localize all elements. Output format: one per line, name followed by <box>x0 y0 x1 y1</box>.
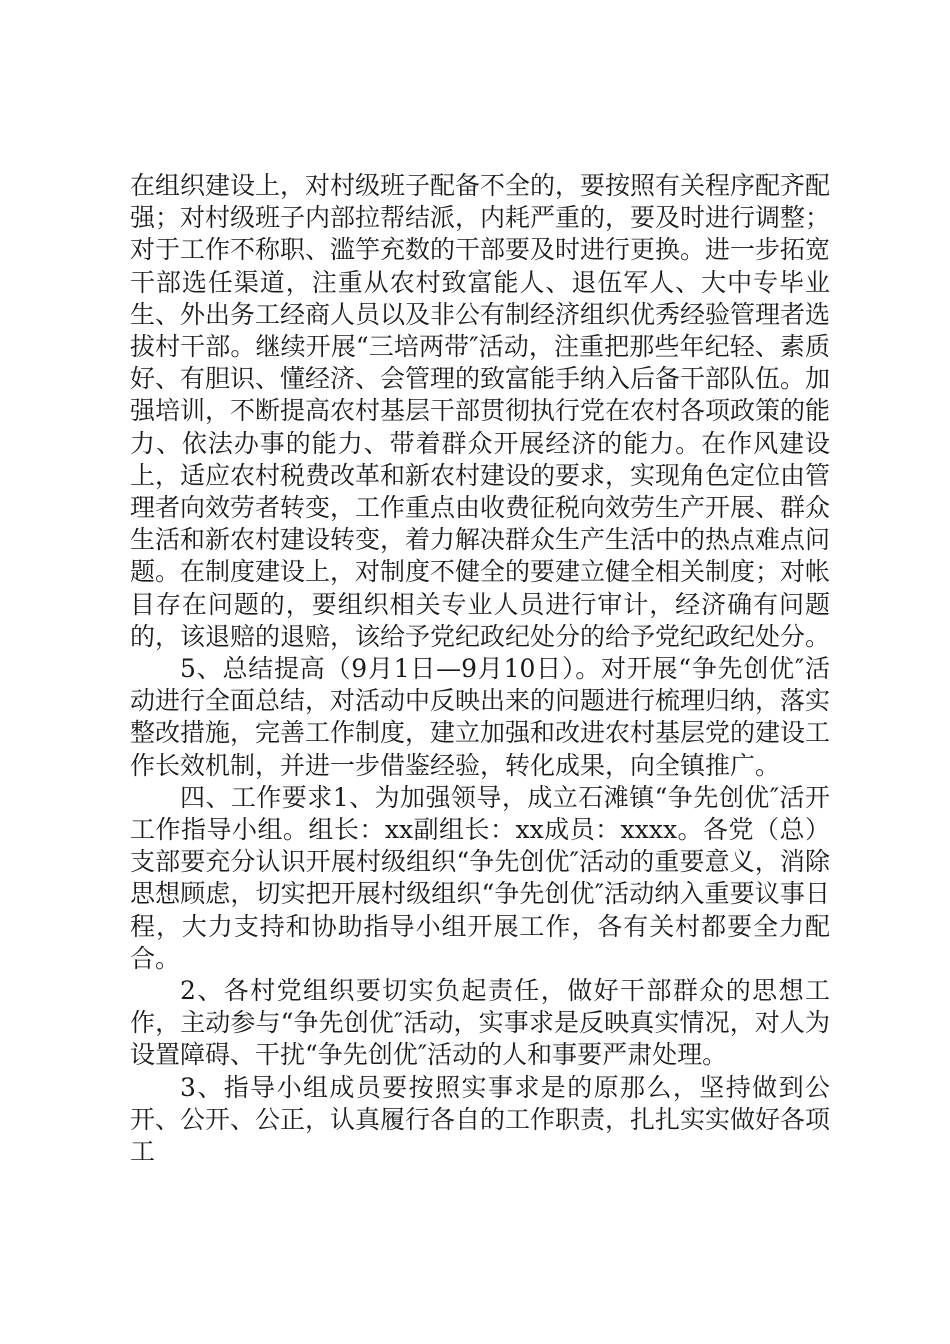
paragraph-guidance-group: 3、指导小组成员要按照实事求是的原那么，坚持做到公开、公开、公正，认真履行各自的工作职责，扎扎实实做好各项工 <box>130 1072 831 1167</box>
paragraph-summary-phase: 5、总结提高（9月1日—9月10日）。对开展“争先创优″活动进行全面总结，对活动中反映出来的问题进行梳理归纳，落实整改措施，完善工作制度，建立加强和改进农村基层党的建设工作长效机制，并进一步借鉴经验，转化成果，向全镇推广。 <box>130 654 831 780</box>
paragraph-work-requirements: 四、工作要求1、为加强领导，成立石滩镇“争先创优″活开工作指导小组。组长：xx副组长：xx成员：xxxx。各党（总）支部要充分认识开展村级组织“争先创优″活动的重要意义，消除思想顾虑，切实把开展村级组织“争先创优″活动纳入重要议事日程，大力支持和协助指导小组开展工作，各有关村都要全力配合。 <box>130 782 830 973</box>
paragraph-organization-building: 在组织建设上，对村级班子配备不全的，要按照有关程序配齐配强；对村级班子内部拉帮结派，内耗严重的，要及时进行调整；对于工作不称职、滥竽充数的干部要及时进行更换。进一步拓宽干部选任渠道，注重从农村致富能人、退伍军人、大中专毕业生、外出务工经商人员以及非公有制经济组织优秀经验管理者选拔村干部。继续开展“三培两带″活动，注重把那些年纪轻、素质好、有胆识、懂经济、会管理的致富能手纳入后备干部队伍。加强培训，不断提高农村基层干部贯彻执行党在农村各项政策的能力、依法办事的能力、带着群众开展经济的能力。在作风建设上，适应农村税费改革和新农村建设的要求，实现角色定位由管理者向效劳者转变，工作重点由收费征税向效劳生产开展、群众生活和新农村建设转变，着力解决群众生产生活中的热点难点问题。在制度建设上，对制度不健全的要建立健全相关制度；对帐目存在问题的，要组织相关专业人员进行审计，经济确有问题的，该退赔的退赔，该给予党纪政纪处分的给予党纪政纪处分。 <box>130 171 831 651</box>
paragraph-party-responsibility: 2、各村党组织要切实负起责任，做好干部群众的思想工作，主动参与“争先创优″活动，实事求是反映真实情况，对人为设置障碍、干扰“争先创优″活动的人和事要严肃处理。 <box>130 976 830 1070</box>
document-body <box>130 170 830 1168</box>
